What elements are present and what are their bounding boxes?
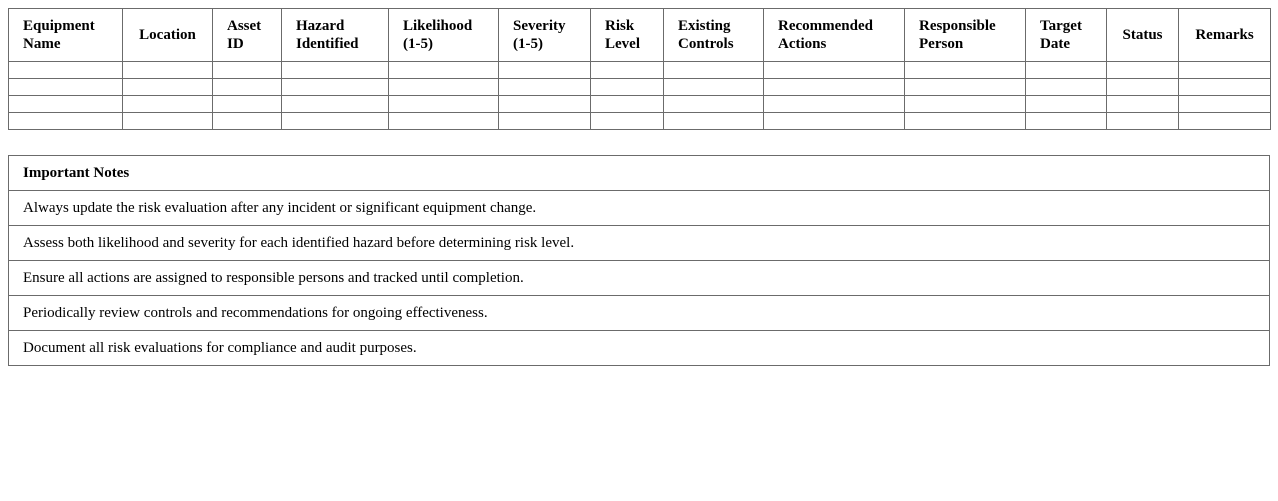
table-cell[interactable] bbox=[1179, 79, 1271, 96]
table-cell[interactable] bbox=[1179, 96, 1271, 113]
table-cell[interactable] bbox=[213, 113, 282, 130]
table-cell[interactable] bbox=[1179, 113, 1271, 130]
table-cell[interactable] bbox=[1107, 62, 1179, 79]
note-item: Periodically review controls and recommendations for ongoing effectiveness. bbox=[9, 296, 1270, 331]
table-cell[interactable] bbox=[664, 96, 764, 113]
table-cell[interactable] bbox=[9, 79, 123, 96]
table-cell[interactable] bbox=[389, 79, 499, 96]
table-cell[interactable] bbox=[499, 96, 591, 113]
table-cell[interactable] bbox=[1107, 96, 1179, 113]
table-cell[interactable] bbox=[9, 62, 123, 79]
table-cell[interactable] bbox=[123, 62, 213, 79]
table-cell[interactable] bbox=[591, 113, 664, 130]
table-cell[interactable] bbox=[1179, 62, 1271, 79]
table-cell[interactable] bbox=[499, 62, 591, 79]
table-cell[interactable] bbox=[389, 62, 499, 79]
table-cell[interactable] bbox=[389, 113, 499, 130]
header-remarks: Remarks bbox=[1179, 9, 1271, 62]
table-cell[interactable] bbox=[764, 96, 905, 113]
header-status: Status bbox=[1107, 9, 1179, 62]
note-item: Assess both likelihood and severity for each identified hazard before determining risk level. bbox=[9, 226, 1270, 261]
table-cell[interactable] bbox=[499, 113, 591, 130]
table-cell[interactable] bbox=[123, 113, 213, 130]
header-likelihood: Likelihood (1-5) bbox=[389, 9, 499, 62]
table-cell[interactable] bbox=[9, 96, 123, 113]
header-existing-controls: Existing Controls bbox=[664, 9, 764, 62]
header-responsible-person: Responsible Person bbox=[905, 9, 1026, 62]
table-row bbox=[9, 96, 1271, 113]
table-cell[interactable] bbox=[123, 79, 213, 96]
table-cell[interactable] bbox=[123, 96, 213, 113]
table-cell[interactable] bbox=[282, 62, 389, 79]
table-row bbox=[9, 113, 1271, 130]
risk-evaluation-table bbox=[8, 8, 1271, 130]
notes-title: Important Notes bbox=[9, 156, 1270, 191]
table-cell[interactable] bbox=[1026, 62, 1107, 79]
table-cell[interactable] bbox=[764, 113, 905, 130]
table-cell[interactable] bbox=[764, 62, 905, 79]
table-cell[interactable] bbox=[389, 96, 499, 113]
note-item: Ensure all actions are assigned to responsible persons and tracked until completion. bbox=[9, 261, 1270, 296]
table-cell[interactable] bbox=[664, 79, 764, 96]
table-cell[interactable] bbox=[213, 79, 282, 96]
table-cell[interactable] bbox=[9, 113, 123, 130]
table-cell[interactable] bbox=[591, 62, 664, 79]
table-cell[interactable] bbox=[905, 113, 1026, 130]
table-header-row bbox=[9, 9, 1271, 62]
table-cell[interactable] bbox=[213, 96, 282, 113]
note-item: Document all risk evaluations for compliance and audit purposes. bbox=[9, 331, 1270, 366]
table-cell[interactable] bbox=[1026, 96, 1107, 113]
table-cell[interactable] bbox=[1107, 79, 1179, 96]
note-item: Always update the risk evaluation after any incident or significant equipment change. bbox=[9, 191, 1270, 226]
table-cell[interactable] bbox=[1107, 113, 1179, 130]
header-location: Location bbox=[123, 9, 213, 62]
header-risk-level: Risk Level bbox=[591, 9, 664, 62]
table-cell[interactable] bbox=[905, 79, 1026, 96]
table-cell[interactable] bbox=[282, 96, 389, 113]
table-cell[interactable] bbox=[282, 79, 389, 96]
table-cell[interactable] bbox=[591, 96, 664, 113]
table-cell[interactable] bbox=[905, 96, 1026, 113]
header-equipment-name: Equipment Name bbox=[9, 9, 123, 62]
table-cell[interactable] bbox=[1026, 113, 1107, 130]
table-cell[interactable] bbox=[664, 62, 764, 79]
table-cell[interactable] bbox=[764, 79, 905, 96]
table-cell[interactable] bbox=[1026, 79, 1107, 96]
header-recommended-actions: Recommended Actions bbox=[764, 9, 905, 62]
header-hazard-identified: Hazard Identified bbox=[282, 9, 389, 62]
table-cell[interactable] bbox=[591, 79, 664, 96]
table-cell[interactable] bbox=[905, 62, 1026, 79]
document-body bbox=[8, 8, 1270, 366]
table-cell[interactable] bbox=[213, 62, 282, 79]
important-notes-table bbox=[8, 155, 1270, 366]
table-row bbox=[9, 79, 1271, 96]
table-cell[interactable] bbox=[664, 113, 764, 130]
header-asset-id: Asset ID bbox=[213, 9, 282, 62]
table-cell[interactable] bbox=[282, 113, 389, 130]
table-cell[interactable] bbox=[499, 79, 591, 96]
header-severity: Severity (1-5) bbox=[499, 9, 591, 62]
header-target-date: Target Date bbox=[1026, 9, 1107, 62]
table-row bbox=[9, 62, 1271, 79]
